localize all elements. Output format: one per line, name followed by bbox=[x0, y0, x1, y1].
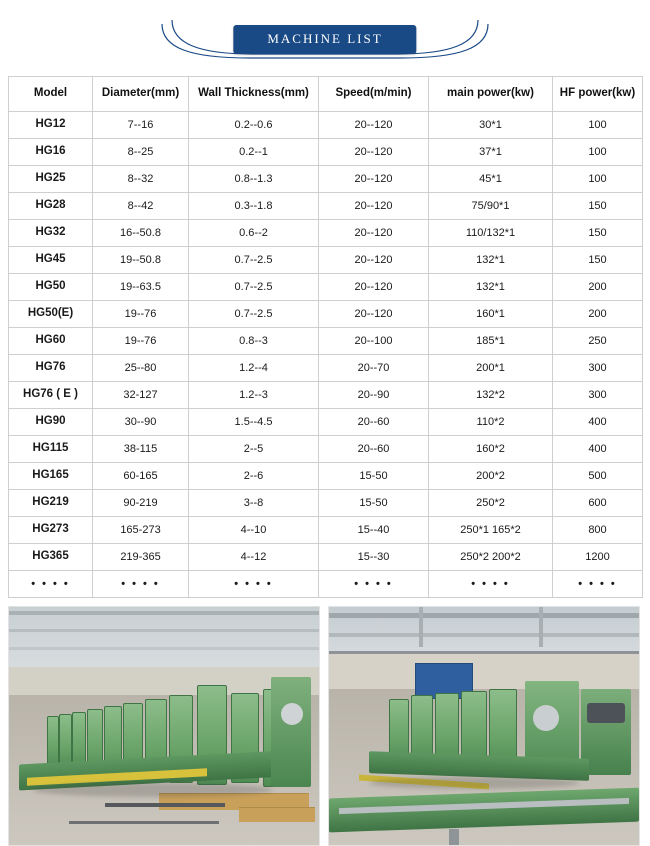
cell-diameter: 8--42 bbox=[93, 193, 189, 220]
cell-model: HG50(E) bbox=[9, 301, 93, 328]
cell-speed: 20--120 bbox=[319, 274, 429, 301]
table-row bbox=[9, 436, 643, 463]
cell-model: HG76 ( E ) bbox=[9, 382, 93, 409]
cell-speed: 20--70 bbox=[319, 355, 429, 382]
forming-roll bbox=[281, 703, 303, 725]
cell-diameter: 8--32 bbox=[93, 166, 189, 193]
cell-speed: 20--120 bbox=[319, 247, 429, 274]
cell-speed: 15-50 bbox=[319, 463, 429, 490]
table-row bbox=[9, 328, 643, 355]
floor-bolt bbox=[449, 829, 459, 845]
cell-hf-power: 500 bbox=[553, 463, 643, 490]
cell-wall-thickness: 4--12 bbox=[189, 544, 319, 571]
cell-speed: 20--120 bbox=[319, 220, 429, 247]
cell-diameter: 8--25 bbox=[93, 139, 189, 166]
cell-diameter: 165-273 bbox=[93, 517, 189, 544]
cell-model: HG60 bbox=[9, 328, 93, 355]
column-header-main-power: main power(kw) bbox=[429, 77, 553, 112]
cell-hf-power: 100 bbox=[553, 166, 643, 193]
page-title: MACHINE LIST bbox=[233, 25, 416, 54]
cell-model: HG365 bbox=[9, 544, 93, 571]
cell-model: HG32 bbox=[9, 220, 93, 247]
cell-wall-thickness: 4--10 bbox=[189, 517, 319, 544]
table-row bbox=[9, 193, 643, 220]
table-row-ellipsis bbox=[9, 571, 643, 598]
table-row bbox=[9, 220, 643, 247]
cell-model: HG50 bbox=[9, 274, 93, 301]
cell-speed: 15--40 bbox=[319, 517, 429, 544]
table-row bbox=[9, 112, 643, 139]
table-row bbox=[9, 382, 643, 409]
cell-diameter: 19--50.8 bbox=[93, 247, 189, 274]
cell-hf-power: 600 bbox=[553, 490, 643, 517]
cell-wall-thickness: • • • • bbox=[189, 571, 319, 598]
cell-speed: • • • • bbox=[319, 571, 429, 598]
cell-diameter: 30--90 bbox=[93, 409, 189, 436]
cell-main-power: 75/90*1 bbox=[429, 193, 553, 220]
cell-hf-power: 400 bbox=[553, 436, 643, 463]
table-row bbox=[9, 544, 643, 571]
cell-model: HG76 bbox=[9, 355, 93, 382]
cell-speed: 20--60 bbox=[319, 409, 429, 436]
cell-speed: 20--90 bbox=[319, 382, 429, 409]
cell-model: HG165 bbox=[9, 463, 93, 490]
forming-roll bbox=[533, 705, 559, 731]
machine-list-table bbox=[8, 76, 643, 598]
floor-cable bbox=[69, 821, 219, 824]
cell-diameter: 25--80 bbox=[93, 355, 189, 382]
floor-cable bbox=[105, 803, 225, 807]
table-row bbox=[9, 139, 643, 166]
machine-shadow bbox=[369, 777, 579, 789]
cell-wall-thickness: 1.5--4.5 bbox=[189, 409, 319, 436]
cell-diameter: 60-165 bbox=[93, 463, 189, 490]
cell-speed: 20--120 bbox=[319, 112, 429, 139]
product-photo-gallery bbox=[0, 598, 650, 846]
cell-wall-thickness: 0.2--0.6 bbox=[189, 112, 319, 139]
cell-hf-power: 100 bbox=[553, 139, 643, 166]
mill-end-unit bbox=[271, 677, 311, 787]
cell-wall-thickness: 1.2--4 bbox=[189, 355, 319, 382]
ceiling-beam bbox=[9, 647, 319, 650]
cell-model: HG90 bbox=[9, 409, 93, 436]
cell-diameter: 38-115 bbox=[93, 436, 189, 463]
cell-diameter: • • • • bbox=[93, 571, 189, 598]
tube-mill-production-line-photo-left bbox=[8, 606, 320, 846]
cell-main-power: • • • • bbox=[429, 571, 553, 598]
cell-model: HG115 bbox=[9, 436, 93, 463]
machine-shadow bbox=[33, 783, 273, 797]
electric-motor bbox=[587, 703, 625, 723]
page-header bbox=[0, 10, 650, 70]
cell-main-power: 200*2 bbox=[429, 463, 553, 490]
table-row bbox=[9, 166, 643, 193]
column-header-model: Model bbox=[9, 77, 93, 112]
cell-model: HG45 bbox=[9, 247, 93, 274]
table-row bbox=[9, 463, 643, 490]
table-row bbox=[9, 301, 643, 328]
cell-diameter: 19--76 bbox=[93, 328, 189, 355]
cell-wall-thickness: 0.2--1 bbox=[189, 139, 319, 166]
table-row bbox=[9, 355, 643, 382]
cell-wall-thickness: 0.8--1.3 bbox=[189, 166, 319, 193]
ceiling-beam bbox=[329, 633, 639, 637]
cell-hf-power: 150 bbox=[553, 247, 643, 274]
cell-wall-thickness: 0.3--1.8 bbox=[189, 193, 319, 220]
cell-main-power: 110*2 bbox=[429, 409, 553, 436]
cell-main-power: 185*1 bbox=[429, 328, 553, 355]
cell-model: HG16 bbox=[9, 139, 93, 166]
cell-model: HG12 bbox=[9, 112, 93, 139]
cell-diameter: 19--63.5 bbox=[93, 274, 189, 301]
table-row bbox=[9, 409, 643, 436]
cell-wall-thickness: 0.7--2.5 bbox=[189, 274, 319, 301]
table-row bbox=[9, 490, 643, 517]
cell-hf-power: 150 bbox=[553, 193, 643, 220]
cell-wall-thickness: 2--6 bbox=[189, 463, 319, 490]
cell-hf-power: 400 bbox=[553, 409, 643, 436]
cell-diameter: 19--76 bbox=[93, 301, 189, 328]
cell-hf-power: 1200 bbox=[553, 544, 643, 571]
cell-wall-thickness: 0.8--3 bbox=[189, 328, 319, 355]
tube-mill-workshop-photo-right bbox=[328, 606, 640, 846]
cell-diameter: 90-219 bbox=[93, 490, 189, 517]
cell-wall-thickness: 0.7--2.5 bbox=[189, 247, 319, 274]
cell-main-power: 200*1 bbox=[429, 355, 553, 382]
ceiling-beam bbox=[9, 611, 319, 615]
wooden-pallet bbox=[239, 807, 315, 822]
cell-main-power: 250*2 200*2 bbox=[429, 544, 553, 571]
cell-diameter: 16--50.8 bbox=[93, 220, 189, 247]
cell-speed: 20--120 bbox=[319, 193, 429, 220]
cell-hf-power: 150 bbox=[553, 220, 643, 247]
cell-main-power: 37*1 bbox=[429, 139, 553, 166]
cell-hf-power: 250 bbox=[553, 328, 643, 355]
cell-main-power: 45*1 bbox=[429, 166, 553, 193]
table-header-row bbox=[9, 77, 643, 112]
cell-speed: 20--100 bbox=[319, 328, 429, 355]
cell-model: HG273 bbox=[9, 517, 93, 544]
cell-speed: 20--120 bbox=[319, 301, 429, 328]
machine-list-table-container bbox=[0, 76, 650, 598]
ceiling-column bbox=[539, 607, 543, 647]
ceiling-column bbox=[419, 607, 423, 647]
cell-hf-power: 200 bbox=[553, 274, 643, 301]
cell-speed: 20--120 bbox=[319, 166, 429, 193]
cell-speed: 20--60 bbox=[319, 436, 429, 463]
mill-stand bbox=[47, 716, 59, 768]
cell-speed: 20--120 bbox=[319, 139, 429, 166]
cell-hf-power: 300 bbox=[553, 382, 643, 409]
workshop-wall bbox=[329, 653, 639, 693]
ceiling-beam bbox=[329, 613, 639, 618]
cell-wall-thickness: 0.7--2.5 bbox=[189, 301, 319, 328]
cell-hf-power: 200 bbox=[553, 301, 643, 328]
cell-hf-power: 100 bbox=[553, 112, 643, 139]
cell-diameter: 219-365 bbox=[93, 544, 189, 571]
cell-main-power: 110/132*1 bbox=[429, 220, 553, 247]
cell-wall-thickness: 2--5 bbox=[189, 436, 319, 463]
column-header-hf-power: HF power(kw) bbox=[553, 77, 643, 112]
cell-speed: 15--30 bbox=[319, 544, 429, 571]
cell-main-power: 132*1 bbox=[429, 274, 553, 301]
table-row bbox=[9, 247, 643, 274]
cell-wall-thickness: 3--8 bbox=[189, 490, 319, 517]
cell-model: • • • • bbox=[9, 571, 93, 598]
cell-main-power: 250*1 165*2 bbox=[429, 517, 553, 544]
cell-main-power: 250*2 bbox=[429, 490, 553, 517]
cell-wall-thickness: 1.2--3 bbox=[189, 382, 319, 409]
cell-main-power: 132*2 bbox=[429, 382, 553, 409]
cell-wall-thickness: 0.6--2 bbox=[189, 220, 319, 247]
cell-main-power: 160*1 bbox=[429, 301, 553, 328]
column-header-speed: Speed(m/min) bbox=[319, 77, 429, 112]
table-row bbox=[9, 517, 643, 544]
cell-diameter: 32-127 bbox=[93, 382, 189, 409]
cell-model: HG219 bbox=[9, 490, 93, 517]
cell-main-power: 132*1 bbox=[429, 247, 553, 274]
cell-hf-power: 800 bbox=[553, 517, 643, 544]
cell-main-power: 160*2 bbox=[429, 436, 553, 463]
table-row bbox=[9, 274, 643, 301]
column-header-diameter: Diameter(mm) bbox=[93, 77, 189, 112]
cell-model: HG28 bbox=[9, 193, 93, 220]
crane-beam bbox=[329, 651, 639, 654]
cell-main-power: 30*1 bbox=[429, 112, 553, 139]
ceiling-beam bbox=[9, 629, 319, 632]
column-header-wall-thickness: Wall Thickness(mm) bbox=[189, 77, 319, 112]
cell-diameter: 7--16 bbox=[93, 112, 189, 139]
cell-speed: 15-50 bbox=[319, 490, 429, 517]
cell-model: HG25 bbox=[9, 166, 93, 193]
cell-hf-power: 300 bbox=[553, 355, 643, 382]
cell-hf-power: • • • • bbox=[553, 571, 643, 598]
